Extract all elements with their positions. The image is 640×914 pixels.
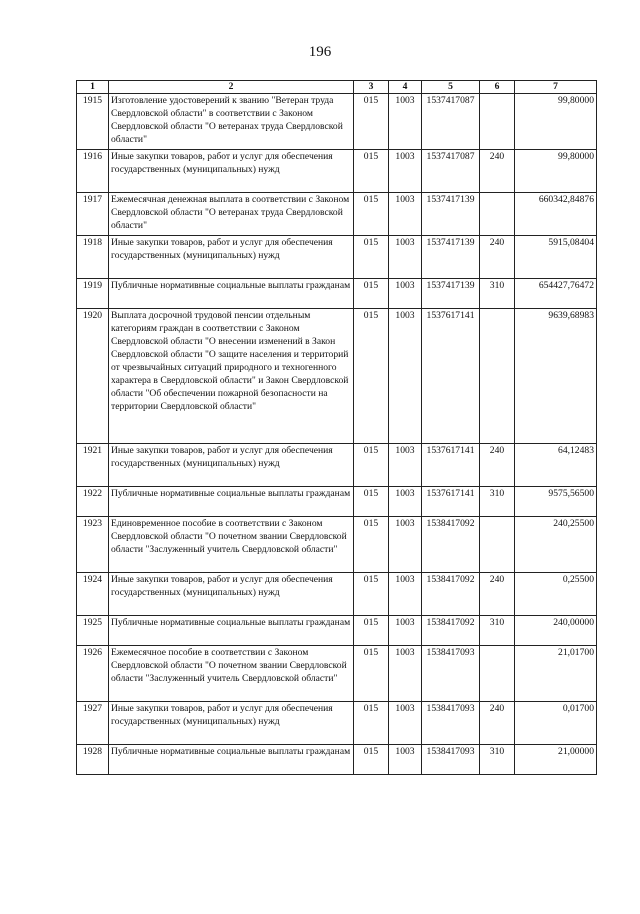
row-expense-type-cell: [480, 309, 515, 444]
row-target-code-cell: 1537617141: [422, 444, 480, 487]
row-target-code-cell: 1537417139: [422, 279, 480, 309]
row-target-code-cell: 1538417093: [422, 745, 480, 775]
table-row: [77, 616, 597, 646]
row-number-cell: 1920: [77, 309, 109, 444]
table-row: [77, 309, 597, 444]
column-header: 6: [480, 81, 515, 94]
row-number-cell: 1925: [77, 616, 109, 646]
row-section-code-cell: 1003: [389, 150, 422, 193]
row-number-cell: 1918: [77, 236, 109, 279]
row-section-code-cell: 1003: [389, 745, 422, 775]
row-description-cell: Иные закупки товаров, работ и услуг для обеспечения государственных (муниципальных) нужд: [109, 236, 354, 279]
row-target-code-cell: 1537417087: [422, 150, 480, 193]
row-amount-cell: 660342,84876: [515, 193, 597, 236]
row-target-code-cell: 1538417092: [422, 616, 480, 646]
row-description-cell: Иные закупки товаров, работ и услуг для обеспечения государственных (муниципальных) нужд: [109, 150, 354, 193]
row-ministry-code-cell: 015: [354, 279, 389, 309]
column-header: 5: [422, 81, 480, 94]
row-ministry-code-cell: 015: [354, 487, 389, 517]
row-section-code-cell: 1003: [389, 444, 422, 487]
row-expense-type-cell: 240: [480, 573, 515, 616]
row-expense-type-cell: 240: [480, 150, 515, 193]
row-description-cell: Публичные нормативные социальные выплаты гражданам: [109, 487, 354, 517]
column-header: 7: [515, 81, 597, 94]
row-ministry-code-cell: 015: [354, 702, 389, 745]
table-row: [77, 573, 597, 616]
row-target-code-cell: 1537417139: [422, 193, 480, 236]
row-ministry-code-cell: 015: [354, 444, 389, 487]
row-number-cell: 1921: [77, 444, 109, 487]
row-number-cell: 1915: [77, 94, 109, 150]
row-amount-cell: 5915,08404: [515, 236, 597, 279]
table-row: [77, 444, 597, 487]
table-row: [77, 236, 597, 279]
row-section-code-cell: 1003: [389, 94, 422, 150]
column-header: 3: [354, 81, 389, 94]
row-target-code-cell: 1538417092: [422, 517, 480, 573]
row-section-code-cell: 1003: [389, 616, 422, 646]
row-amount-cell: 64,12483: [515, 444, 597, 487]
row-number-cell: 1916: [77, 150, 109, 193]
row-expense-type-cell: [480, 517, 515, 573]
row-amount-cell: 240,25500: [515, 517, 597, 573]
row-description-cell: Иные закупки товаров, работ и услуг для обеспечения государственных (муниципальных) нужд: [109, 702, 354, 745]
row-number-cell: 1928: [77, 745, 109, 775]
row-ministry-code-cell: 015: [354, 193, 389, 236]
row-expense-type-cell: 240: [480, 444, 515, 487]
row-target-code-cell: 1538417093: [422, 646, 480, 702]
row-ministry-code-cell: 015: [354, 236, 389, 279]
column-header: 2: [109, 81, 354, 94]
row-expense-type-cell: 240: [480, 702, 515, 745]
row-section-code-cell: 1003: [389, 702, 422, 745]
budget-table: [76, 80, 597, 775]
row-amount-cell: 99,80000: [515, 150, 597, 193]
row-description-cell: Ежемесячное пособие в соответствии с Законом Свердловской области "О почетном звании Свердловской области "Заслуженный учитель Свердловской области": [109, 646, 354, 702]
row-target-code-cell: 1537617141: [422, 309, 480, 444]
row-expense-type-cell: 310: [480, 616, 515, 646]
row-section-code-cell: 1003: [389, 309, 422, 444]
row-amount-cell: 21,00000: [515, 745, 597, 775]
table-row: [77, 487, 597, 517]
row-number-cell: 1923: [77, 517, 109, 573]
table-row: [77, 150, 597, 193]
table-row: [77, 646, 597, 702]
row-number-cell: 1919: [77, 279, 109, 309]
row-amount-cell: 99,80000: [515, 94, 597, 150]
row-section-code-cell: 1003: [389, 646, 422, 702]
row-description-cell: Иные закупки товаров, работ и услуг для обеспечения государственных (муниципальных) нужд: [109, 444, 354, 487]
table-row: [77, 193, 597, 236]
row-section-code-cell: 1003: [389, 236, 422, 279]
row-target-code-cell: 1537617141: [422, 487, 480, 517]
row-number-cell: 1926: [77, 646, 109, 702]
row-amount-cell: 9575,56500: [515, 487, 597, 517]
row-description-cell: Изготовление удостоверений к званию "Ветеран труда Свердловской области" в соответствии с Законом Свердловской области "О ветеранах труда Свердловской области": [109, 94, 354, 150]
row-ministry-code-cell: 015: [354, 94, 389, 150]
row-expense-type-cell: 240: [480, 236, 515, 279]
row-ministry-code-cell: 015: [354, 573, 389, 616]
row-target-code-cell: 1538417092: [422, 573, 480, 616]
row-expense-type-cell: 310: [480, 745, 515, 775]
row-description-cell: Выплата досрочной трудовой пенсии отдельным категориям граждан в соответствии с Законом Свердловской области "О внесении изменений в Закон Свердловской области "О защите населения и территорий от чрезвычайных ситуаций природного и техногенного характера в Свердловской области" и Закон Свердловской области "Об обеспечении пожарной безопасности на территории Свердловской области": [109, 309, 354, 444]
row-ministry-code-cell: 015: [354, 309, 389, 444]
row-amount-cell: 0,25500: [515, 573, 597, 616]
table-row: [77, 279, 597, 309]
row-section-code-cell: 1003: [389, 487, 422, 517]
row-ministry-code-cell: 015: [354, 745, 389, 775]
row-description-cell: Иные закупки товаров, работ и услуг для обеспечения государственных (муниципальных) нужд: [109, 573, 354, 616]
row-section-code-cell: 1003: [389, 517, 422, 573]
table-row: [77, 94, 597, 150]
row-target-code-cell: 1537417139: [422, 236, 480, 279]
page-number: 196: [308, 44, 332, 60]
row-ministry-code-cell: 015: [354, 150, 389, 193]
table-row: [77, 517, 597, 573]
row-number-cell: 1917: [77, 193, 109, 236]
row-description-cell: Публичные нормативные социальные выплаты гражданам: [109, 616, 354, 646]
row-number-cell: 1924: [77, 573, 109, 616]
row-section-code-cell: 1003: [389, 193, 422, 236]
row-amount-cell: 240,00000: [515, 616, 597, 646]
row-amount-cell: 9639,68983: [515, 309, 597, 444]
row-section-code-cell: 1003: [389, 573, 422, 616]
row-target-code-cell: 1537417087: [422, 94, 480, 150]
row-expense-type-cell: [480, 646, 515, 702]
row-number-cell: 1922: [77, 487, 109, 517]
row-ministry-code-cell: 015: [354, 616, 389, 646]
row-target-code-cell: 1538417093: [422, 702, 480, 745]
row-amount-cell: 0,01700: [515, 702, 597, 745]
row-ministry-code-cell: 015: [354, 517, 389, 573]
column-header: 1: [77, 81, 109, 94]
row-number-cell: 1927: [77, 702, 109, 745]
row-ministry-code-cell: 015: [354, 646, 389, 702]
row-description-cell: Единовременное пособие в соответствии с Законом Свердловской области "О почетном звании Свердловской области "Заслуженный учитель Свердловской области": [109, 517, 354, 573]
row-description-cell: Ежемесячная денежная выплата в соответствии с Законом Свердловской области "О ветеранах труда Свердловской области": [109, 193, 354, 236]
row-amount-cell: 654427,76472: [515, 279, 597, 309]
row-expense-type-cell: 310: [480, 279, 515, 309]
row-expense-type-cell: [480, 193, 515, 236]
row-section-code-cell: 1003: [389, 279, 422, 309]
table-row: [77, 745, 597, 775]
header-row: [77, 81, 597, 94]
row-description-cell: Публичные нормативные социальные выплаты гражданам: [109, 279, 354, 309]
column-header: 4: [389, 81, 422, 94]
row-amount-cell: 21,01700: [515, 646, 597, 702]
row-expense-type-cell: [480, 94, 515, 150]
table-row: [77, 702, 597, 745]
row-expense-type-cell: 310: [480, 487, 515, 517]
row-description-cell: Публичные нормативные социальные выплаты гражданам: [109, 745, 354, 775]
